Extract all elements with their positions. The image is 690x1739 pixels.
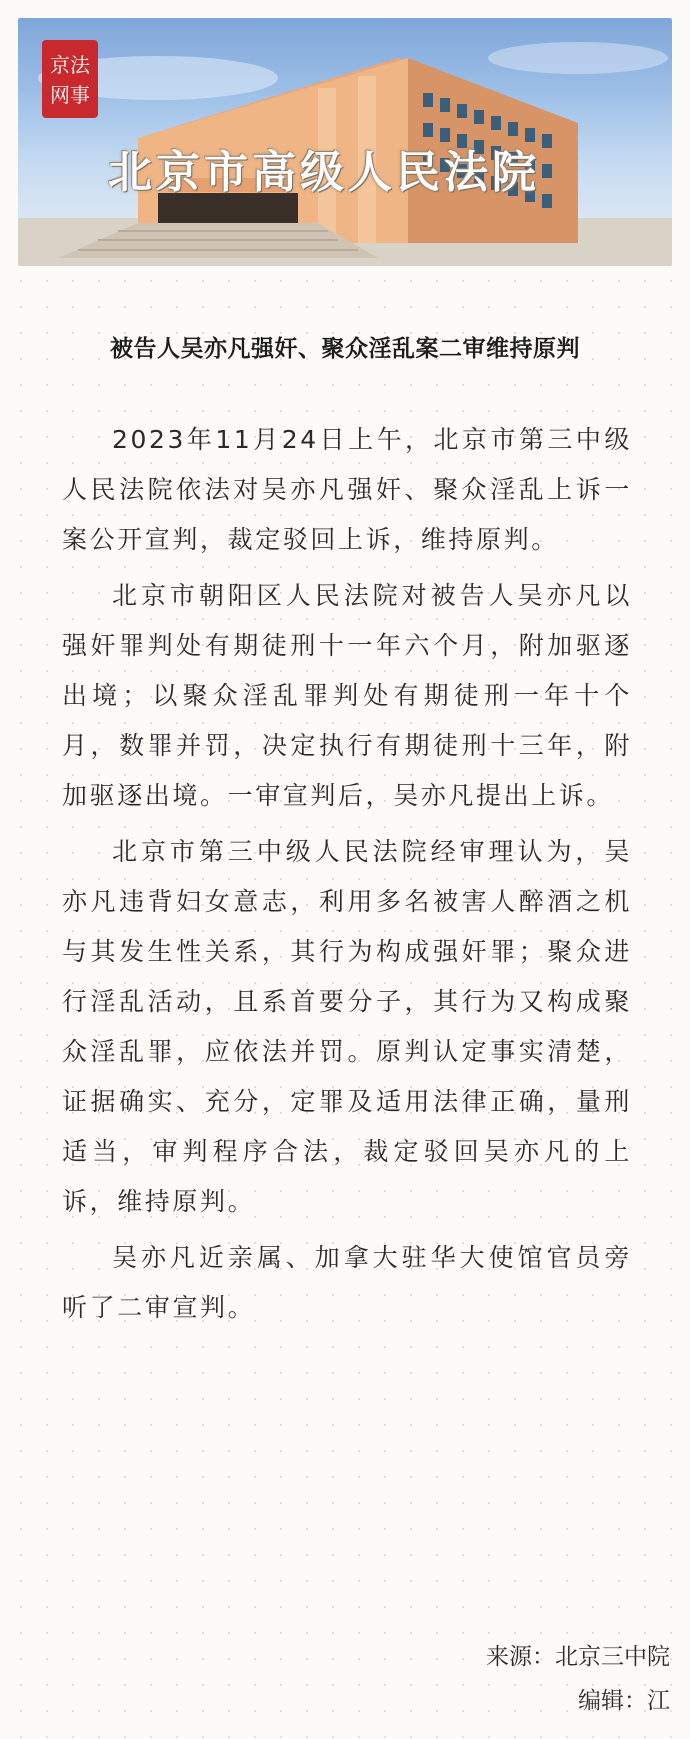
svg-text:网事: 网事 <box>50 83 90 107</box>
paragraph: 吴亦凡近亲属、加拿大驻华大使馆官员旁听了二审宣判。 <box>62 1243 632 1322</box>
paragraph: 北京市第三中级人民法院经审理认为，吴亦凡违背妇女意志，利用多名被害人醉酒之机与其发生性关系，其行为构成强奸罪；聚众进行淫乱活动，且系首要分子，其行为又构成聚众淫乱罪，应依法并罚。原判认定事实清楚，证据确实、充分，定罪及适用法律正确，量刑适当，审判程序合法，裁定驳回吴亦凡的上诉，维持原判。 <box>62 837 632 1216</box>
court-seal-logo <box>40 36 100 124</box>
article-footer <box>370 1635 670 1723</box>
paragraph: 北京市朝阳区人民法院对被告人吴亦凡以强奸罪判处有期徒刑十一年六个月，附加驱逐出境；以聚众淫乱罪判处有期徒刑一年十个月，数罪并罚，决定执行有期徒刑十三年，附加驱逐出境。一审宣判后，吴亦凡提出上诉。 <box>62 581 632 810</box>
header-banner <box>18 18 672 266</box>
article-body <box>62 415 632 1333</box>
svg-text:京法: 京法 <box>50 53 90 77</box>
article-headline: 被告人吴亦凡强奸、聚众淫乱案二审维持原判 <box>110 336 580 362</box>
editor-line: 编辑：江 <box>578 1688 670 1714</box>
paragraph: 2023年11月24日上午，北京市第三中级人民法院依法对吴亦凡强奸、聚众淫乱上诉一案公开宣判，裁定驳回上诉，维持原判。 <box>62 425 632 554</box>
source-line: 来源：北京三中院 <box>486 1644 670 1670</box>
banner-title: 北京市高级人民法院 <box>108 147 540 198</box>
